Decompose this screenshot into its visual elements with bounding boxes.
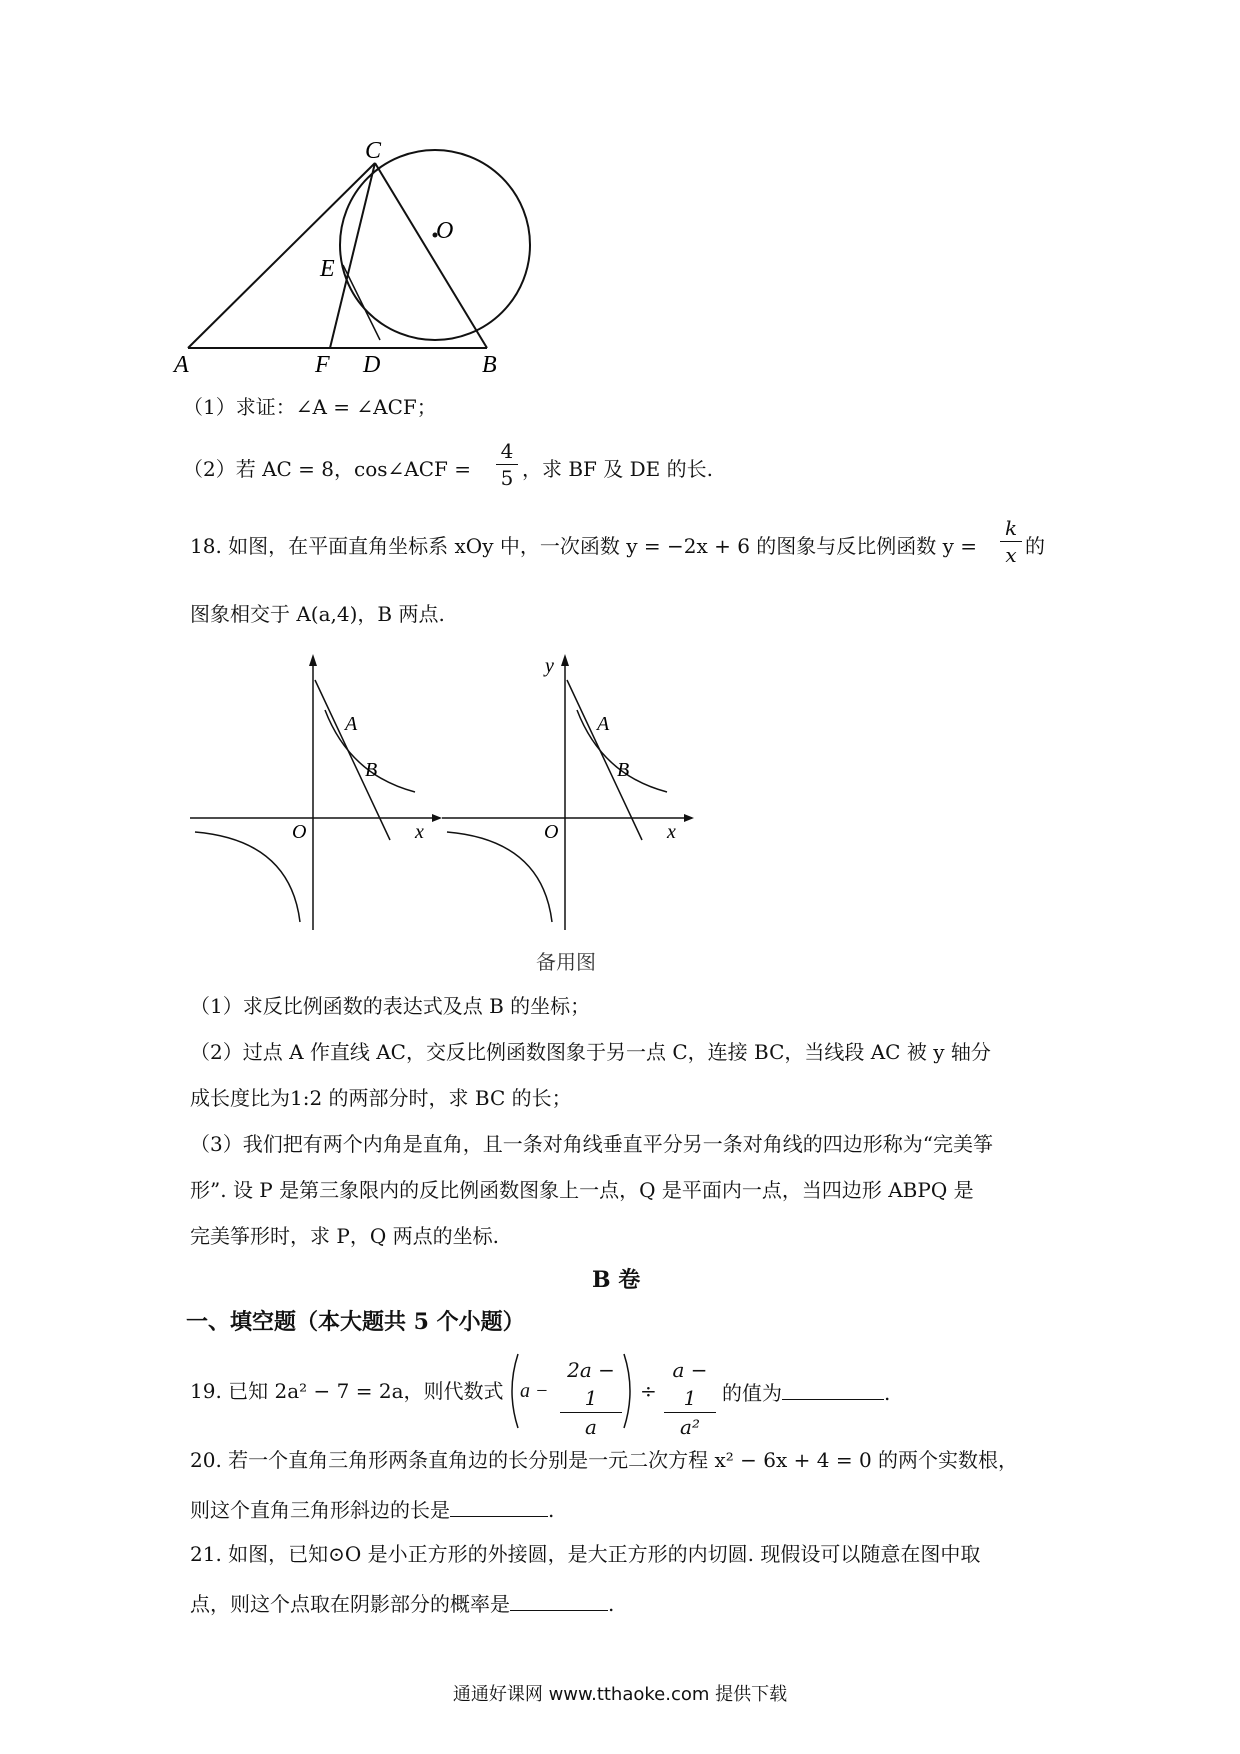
q19-frac1-den: a bbox=[585, 1415, 597, 1439]
q20-answer-blank bbox=[450, 1494, 548, 1517]
label-o: O bbox=[292, 821, 307, 843]
q18-frac-num: k bbox=[1004, 516, 1018, 540]
x-axis-arrow-icon bbox=[684, 814, 694, 822]
q17-frac-den: 5 bbox=[500, 466, 514, 490]
q18-part2-line2: 成长度比为1:2 的两部分时，求 BC 的长； bbox=[190, 1086, 572, 1110]
label-e: E bbox=[320, 256, 335, 282]
graph-caption: 备用图 bbox=[536, 950, 596, 974]
q18-frac-den: x bbox=[1005, 543, 1017, 567]
q20-line1: 20. 若一个直角三角形两条直角边的长分别是一元二次方程 x² − 6x + 4 = 0 的两个实数根， bbox=[190, 1448, 1019, 1472]
graph-main bbox=[190, 650, 450, 940]
figure-circle-triangle bbox=[174, 138, 600, 380]
label-x: x bbox=[667, 821, 676, 843]
segment-cf bbox=[330, 163, 375, 348]
q21-line2 bbox=[190, 1588, 614, 1618]
y-axis-arrow-icon bbox=[561, 654, 569, 666]
q19-answer-blank bbox=[782, 1377, 884, 1400]
q21-answer-blank bbox=[510, 1588, 608, 1611]
q19-suffix bbox=[722, 1377, 890, 1407]
q21-end: . bbox=[608, 1592, 615, 1616]
q19-frac2 bbox=[664, 1356, 716, 1441]
line-y-neg2x-plus6 bbox=[567, 680, 642, 840]
q19-frac2-num: a − 1 bbox=[672, 1358, 708, 1410]
q17-part2-prefix: （2）若 AC = 8，cos∠ACF = bbox=[183, 457, 472, 481]
label-a: A bbox=[174, 352, 189, 378]
q20-line2-text: 则这个直角三角形斜边的长是 bbox=[190, 1498, 450, 1522]
q19-frac1 bbox=[560, 1356, 622, 1441]
q18-part1: （1）求反比例函数的表达式及点 B 的坐标； bbox=[190, 994, 591, 1018]
label-o: O bbox=[436, 218, 454, 244]
label-f: F bbox=[315, 352, 330, 378]
q19-div: ÷ bbox=[640, 1379, 657, 1403]
x-axis-arrow-icon bbox=[432, 814, 442, 822]
q18-part2-line1: （2）过点 A 作直线 AC，交反比例函数图象于另一点 C，连接 BC，当线段 AC 被 y 轴分 bbox=[190, 1040, 991, 1064]
q17-frac-num: 4 bbox=[500, 439, 514, 463]
section-b-heading: 一、填空题（本大题共 5 个小题） bbox=[186, 1309, 525, 1335]
label-y: y bbox=[545, 655, 554, 677]
q18-part3-line3: 完美筝形时，求 P，Q 两点的坐标. bbox=[190, 1224, 499, 1248]
q17-fraction bbox=[496, 438, 518, 491]
q18-line2: 图象相交于 A(a,4)，B 两点. bbox=[190, 602, 445, 626]
y-axis-arrow-icon bbox=[309, 654, 317, 666]
q18-line1: 18. 如图，在平面直角坐标系 xOy 中，一次函数 y = −2x + 6 的图象与反比例函数 y = bbox=[190, 534, 978, 558]
circle-o bbox=[340, 150, 530, 340]
q18-fraction bbox=[1000, 515, 1022, 568]
q17-part2-suffix: ，求 BF 及 DE 的长. bbox=[522, 457, 713, 481]
q17-part2 bbox=[183, 455, 471, 483]
q19-paren-right bbox=[622, 1352, 636, 1430]
q19-paren-left bbox=[506, 1352, 520, 1430]
q18-part3-line1: （3）我们把有两个内角是直角，且一条对角线垂直平分另一条对角线的四边形称为“完美筝 bbox=[190, 1132, 993, 1156]
segment-ed bbox=[343, 265, 380, 340]
q21-line1: 21. 如图，已知⊙O 是小正方形的外接圆，是大正方形的内切圆. 现假设可以随意在图中取 bbox=[190, 1542, 981, 1566]
label-b: B bbox=[482, 352, 497, 378]
label-x: x bbox=[415, 821, 424, 843]
label-o: O bbox=[544, 821, 559, 843]
q19-expr-a: a − bbox=[520, 1380, 549, 1402]
segment-ac bbox=[188, 163, 375, 348]
section-b-title: B 卷 bbox=[592, 1267, 641, 1293]
q19-suffix-text: 的值为 bbox=[722, 1381, 782, 1405]
line-y-neg2x-plus6 bbox=[315, 680, 390, 840]
page-footer: 通通好课网 www.tthaoke.com 提供下载 bbox=[452, 1684, 788, 1705]
q18-part3-line2: 形”. 设 P 是第三象限内的反比例函数图象上一点，Q 是平面内一点，当四边形 ABPQ 是 bbox=[190, 1178, 974, 1202]
hyperbola-q3 bbox=[195, 832, 300, 922]
q17-part1: （1）求证：∠A = ∠ACF； bbox=[183, 395, 437, 419]
q19-end: . bbox=[884, 1381, 891, 1405]
graph-spare bbox=[442, 650, 702, 940]
label-c: C bbox=[365, 138, 382, 164]
q19-frac1-num: 2a − 1 bbox=[567, 1358, 615, 1410]
label-a: A bbox=[597, 713, 610, 735]
label-d: D bbox=[363, 352, 381, 378]
q20-line2 bbox=[190, 1494, 554, 1524]
label-b: B bbox=[617, 759, 630, 781]
q20-end: . bbox=[548, 1498, 555, 1522]
q19-frac2-den: a² bbox=[680, 1415, 700, 1439]
q18-line1-suffix: 的 bbox=[1025, 534, 1045, 558]
label-b: B bbox=[365, 759, 378, 781]
hyperbola-q3 bbox=[447, 832, 552, 922]
q19-prefix: 19. 已知 2a² − 7 = 2a，则代数式 bbox=[190, 1379, 504, 1403]
label-a: A bbox=[345, 713, 358, 735]
q21-line2-text: 点，则这个点取在阴影部分的概率是 bbox=[190, 1592, 510, 1616]
segment-cb bbox=[375, 163, 487, 348]
